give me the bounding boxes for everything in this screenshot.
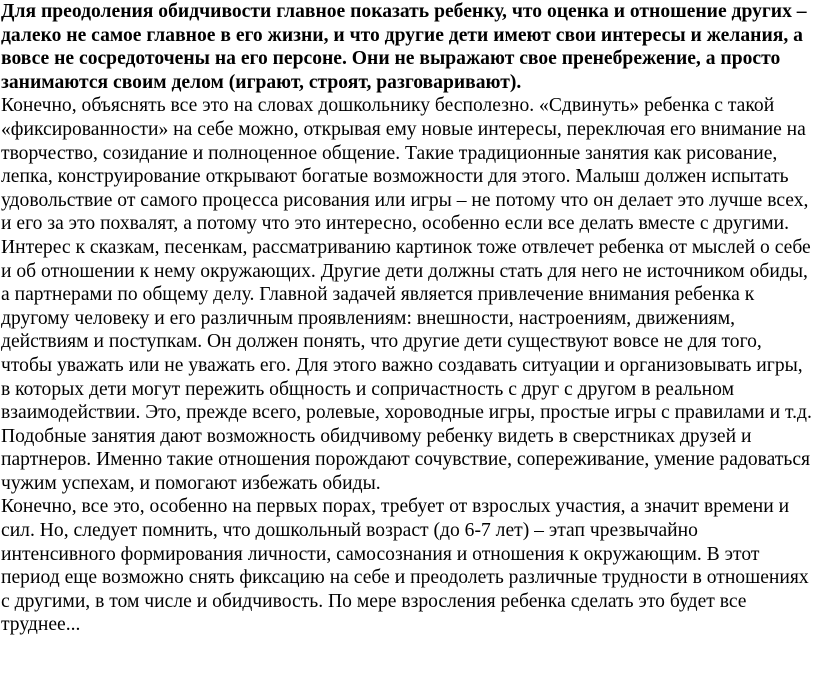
document-body <box>1 0 813 637</box>
lead-paragraph: Для преодоления обидчивости главное показать ребенку, что оценка и отношение других – далеко не самое главное в его жизни, и что другие дети имеют свои интересы и желания, а вовсе не сосредоточены на его персоне. Они не выражают свое пренебрежение, а просто занимаются своим делом (играют, строят, разговаривают). <box>1 1 807 93</box>
body-paragraph-2: Конечно, все это, особенно на первых порах, требует от взрослых участия, а значит времени и сил. Но, следует помнить, что дошкольный возраст (до 6-7 лет) – этап чрезвычайно интенсивного формирования личности, самосознания и отношения к окружающим. В этот период еще возможно снять фиксацию на себе и преодолеть различные трудности в отношениях с другими, в том числе и обидчивость. По мере взросления ребенка сделать это будет все труднее... <box>1 496 809 636</box>
body-paragraph-1: Конечно, объяснять все это на словах дошкольнику бесполезно. «Сдвинуть» ребенка с такой «фиксированности» на себе можно, открывая ему новые интересы, переключая его внимание на творчество, созидание и полноценное общение. Такие традиционные занятия как рисование, лепка, конструирование открывают богатые возможности для этого. Малыш должен испытать удовольствие от самого процесса рисования или игры – не потому что он делает это лучше всех, и его за это похвалят, а потому что это интересно, особенно если все делать вместе с другими. Интерес к сказкам, песенкам, рассматриванию картинок тоже отвлечет ребенка от мыслей о себе и об отношении к нему окружающих. Другие дети должны стать для него не источником обиды, а партнерами по общему делу. Главной задачей является привлечение внимания ребенка к другому человеку и его различным проявлениям: внешности, настроениям, движениям, действиям и поступкам. Он должен понять, что другие дети существуют вовсе не для того, чтобы уважать или не уважать его. Для этого важно создавать ситуации и организовывать игры, в которых дети могут пережить общность и сопричастность с друг с другом в реальном взаимодействии. Это, прежде всего, ролевые, хороводные игры, простые игры с правилами и т.д. Подобные занятия дают возможность обидчивому ребенку видеть в сверстниках друзей и партнеров. Именно такие отношения порождают сочувствие, сопереживание, умение радоваться чужим успехам, и помогают избежать обиды. <box>1 95 812 494</box>
